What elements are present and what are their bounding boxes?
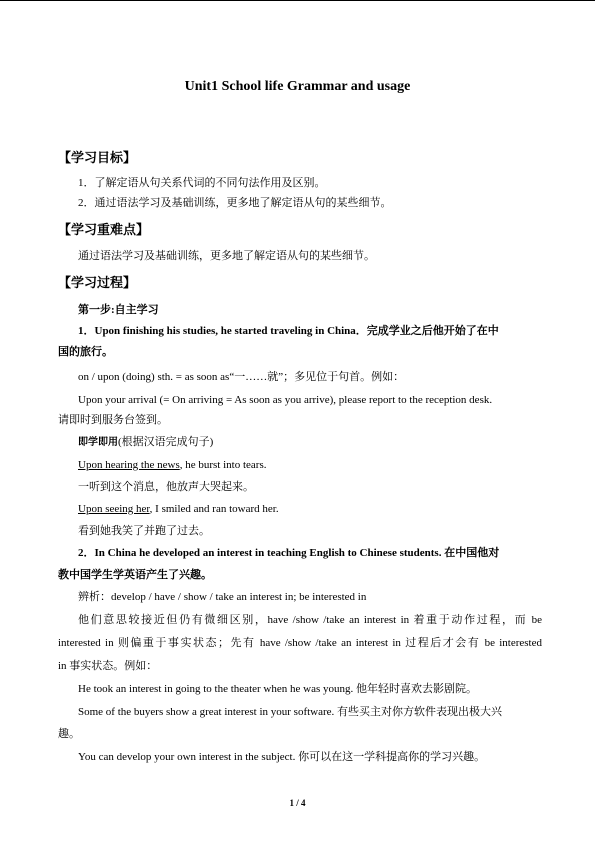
practice-answer-1: Upon hearing the news xyxy=(78,459,180,471)
practice-translation-2: 看到她我笑了并跑了过去。 xyxy=(78,525,210,537)
paragraph-line-2: interested in 则偏重于事实状态；先有 have /show /take an interest in 过程后才会有 be interested xyxy=(58,637,542,649)
key-points-text: 通过语法学习及基础训练，更多地了解定语从句的某些细节。 xyxy=(78,250,375,262)
section-heading-key-points: 【学习重难点】 xyxy=(58,222,150,237)
page-number: 1 / 4 xyxy=(289,798,306,808)
page-title: Unit1 School life Grammar and usage xyxy=(184,79,411,94)
example-english: Upon your arrival (= On arriving = As soon as you arrive), please report to the reception desk. xyxy=(78,394,493,406)
example-chinese: 请即时到服务台签到。 xyxy=(58,414,168,426)
example-sentence-2-cont: 趣。 xyxy=(58,728,80,740)
section-heading-process: 【学习过程】 xyxy=(58,275,137,290)
practice-instruction xyxy=(78,435,542,450)
section-heading-goals: 【学习目标】 xyxy=(58,150,137,165)
paragraph-line-3: in 事实状态。例如： xyxy=(58,660,158,672)
goal-item-2: 2．通过语法学习及基础训练，更多地了解定语从句的某些细节。 xyxy=(78,197,392,209)
practice-sentence-1: Upon hearing the news, he burst into tears. xyxy=(78,459,267,471)
practice-label: 即学即用 xyxy=(78,437,118,448)
item-1-sentence-cont: 国的旅行。 xyxy=(58,346,113,358)
practice-hint: (根据汉语完成句子) xyxy=(118,436,214,448)
practice-sentence-2: Upon seeing her, I smiled and ran toward her. xyxy=(78,503,279,515)
practice-translation-1: 一听到这个消息，他放声大哭起来。 xyxy=(78,481,254,493)
goal-item-1: 1．了解定语从句关系代词的不同句法作用及区别。 xyxy=(78,177,326,189)
item-2-sentence: 2．In China he developed an interest in teaching English to Chinese students. 在中国他对 xyxy=(78,547,500,559)
item-2-sentence-cont: 教中国学生学英语产生了兴趣。 xyxy=(58,569,212,581)
analysis-text: 辨析：develop / have / show / take an interest in; be interested in xyxy=(78,591,367,603)
practice-answer-2: Upon seeing her xyxy=(78,503,150,515)
example-sentence-1: He took an interest in going to the theater when he was young. 他年轻时喜欢去影剧院。 xyxy=(78,683,477,695)
top-border-line xyxy=(0,0,595,1)
example-sentence-3: You can develop your own interest in the subject. 你可以在这一学科提高你的学习兴趣。 xyxy=(78,751,486,763)
item-1-sentence: 1．Upon finishing his studies, he started traveling in China．完成学业之后他开始了在中 xyxy=(78,325,499,337)
paragraph-line-1: 他们意思较接近但仍有微细区别，have /show /take an interest in 着重于动作过程，而 be xyxy=(78,614,542,626)
rule-text: on / upon (doing) sth. = as soon as“一……就”；多见位于句首。例如： xyxy=(78,371,405,383)
example-sentence-2: Some of the buyers show a great interest in your software. 有些买主对你方软件表现出极大兴 xyxy=(78,706,503,718)
step-one-label: 第一步:自主学习 xyxy=(78,304,159,316)
